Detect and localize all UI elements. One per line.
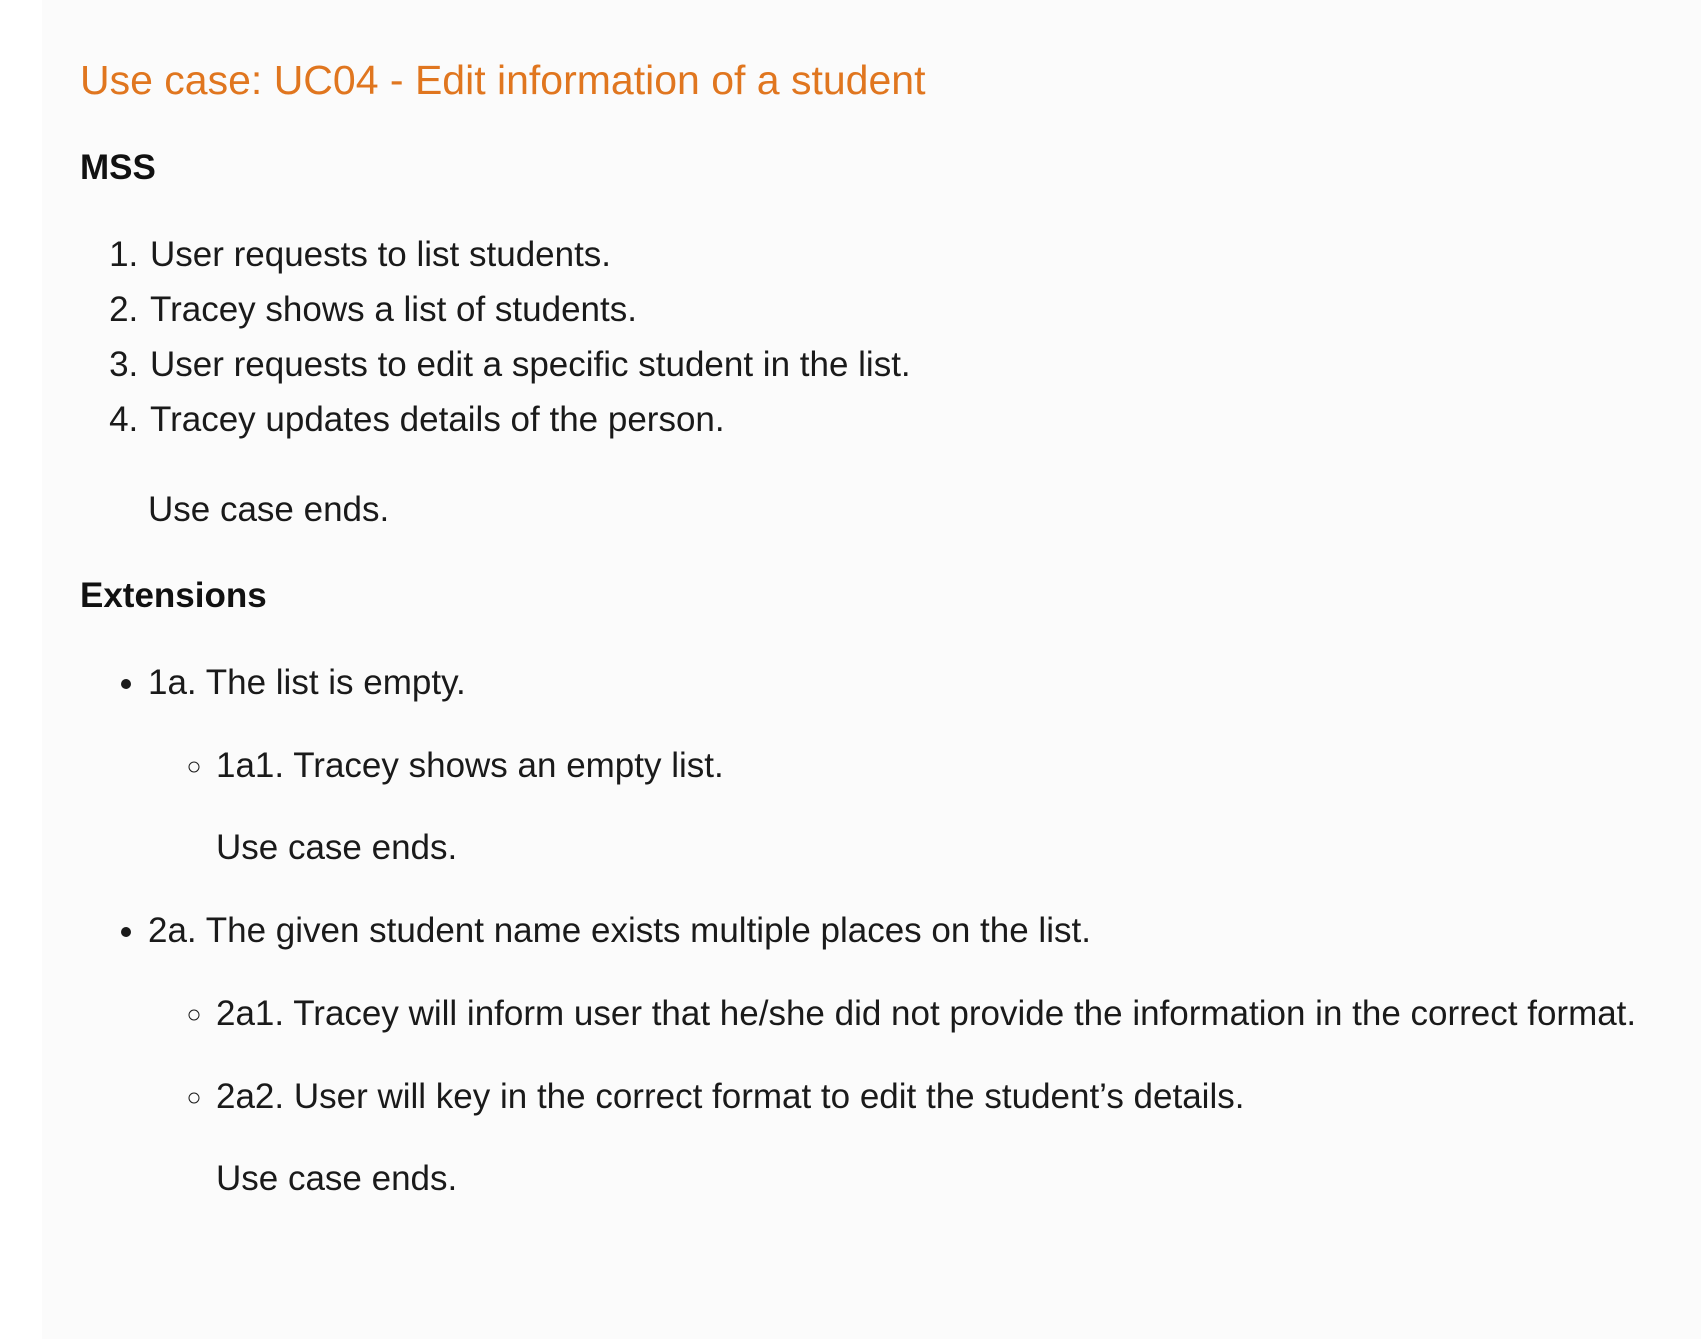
extensions-heading: Extensions	[80, 576, 267, 616]
extension-sub-step: ◦ 1a1. Tracey shows an empty list.	[216, 738, 1701, 793]
mss-step: 3. User requests to edit a specific student in the list.	[148, 337, 1701, 392]
extension-sub-step: ◦ 2a1. Tracey will inform user that he/she did not provide the information in the correct format.	[216, 986, 1701, 1041]
mss-step: 2. Tracey shows a list of students.	[148, 282, 1701, 337]
extension-sub-step: ◦ 2a2. User will key in the correct format to edit the student’s details.	[216, 1069, 1701, 1124]
extension-end-note: Use case ends.	[216, 1159, 458, 1199]
extension-end-note: Use case ends.	[216, 828, 458, 868]
extension-sub-list	[148, 738, 1701, 793]
mss-step: 4. Tracey updates details of the person.	[148, 392, 1701, 447]
document-page	[42, 0, 1701, 1339]
extension-item	[148, 655, 1701, 873]
mss-step: 1. User requests to list students.	[148, 227, 1701, 282]
mss-heading: MSS	[80, 148, 156, 188]
extension-sub-list	[148, 986, 1701, 1124]
extensions-list	[80, 655, 1701, 1204]
extension-text: • 1a. The list is empty.	[148, 663, 466, 703]
extension-text: • 2a. The given student name exists multiple places on the list.	[148, 911, 1091, 951]
mss-steps-list	[80, 227, 1701, 447]
mss-end-note: Use case ends.	[148, 490, 390, 530]
extension-item	[148, 903, 1701, 1204]
use-case-title: Use case: UC04 - Edit information of a student	[80, 57, 926, 103]
